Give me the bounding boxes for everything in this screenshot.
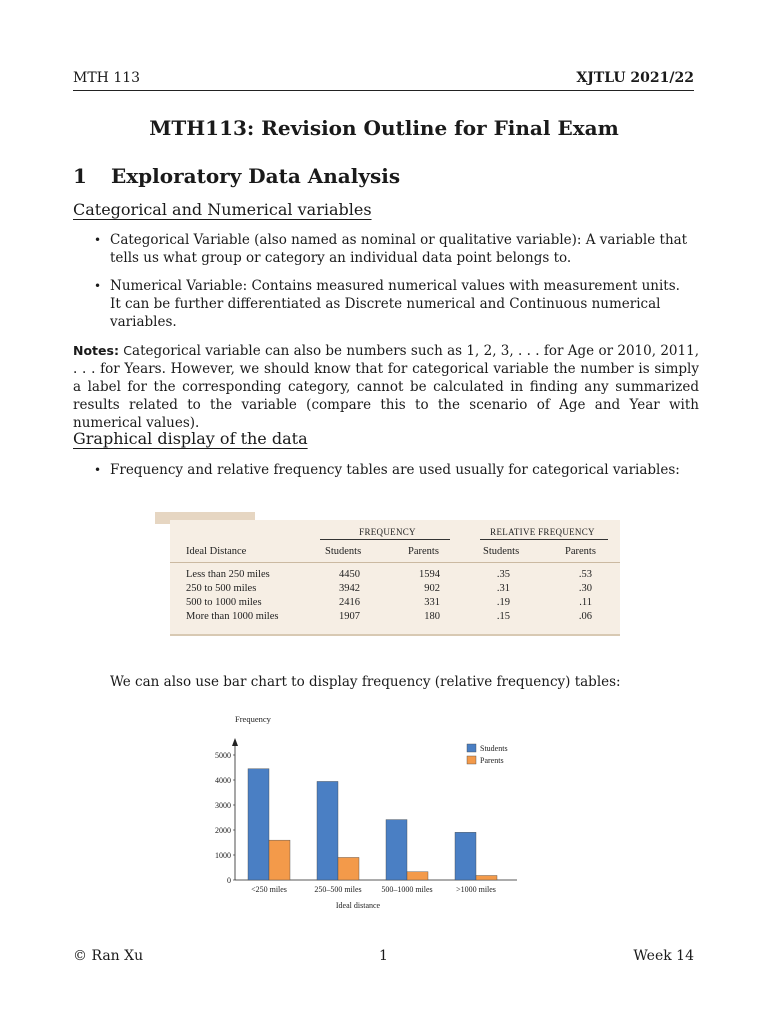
course-code: MTH 113 <box>73 70 141 86</box>
table-cell: .31 <box>496 583 510 594</box>
header-parents-rel: Parents <box>565 546 596 557</box>
notes-label: Notes: <box>73 343 119 358</box>
section-number: 1 <box>73 164 87 188</box>
legend-swatch-students <box>467 744 476 752</box>
document-title: MTH113: Revision Outline for Final Exam <box>149 116 619 140</box>
table-cell: 902 <box>424 583 440 594</box>
rule-frequency <box>320 539 450 540</box>
notes-text: ategorical variable can also be numbers such as 1, 2, 3, . . . for Age or 2010, 2011, . . . for Years. However, we should know that for categorical variable the number is simply a label for the corresponding category, cannot be calculated in finding any summarized results related to the variable (compare this to the scenario of Age and Year with numerical values). <box>73 343 699 431</box>
page-number: 1 <box>379 948 388 964</box>
table-cell: 1907 <box>339 611 360 622</box>
bar-parents-1 <box>338 857 359 880</box>
table-cell: 1594 <box>419 569 440 580</box>
x-tick-label: >1000 miles <box>456 885 496 894</box>
bar-parents-3 <box>476 876 497 881</box>
table-cell: .30 <box>578 583 592 594</box>
variables-bullet-list <box>92 231 692 341</box>
header-ideal-distance: Ideal Distance <box>186 546 247 557</box>
table-row-label: Less than 250 miles <box>186 569 270 580</box>
y-tick-label: 2000 <box>215 826 231 835</box>
bar-students-2 <box>386 820 407 880</box>
x-tick-label: 250–500 miles <box>314 885 362 894</box>
legend-label-parents: Parents <box>480 756 504 765</box>
x-axis-title: Ideal distance <box>335 901 381 910</box>
y-tick-label: 1000 <box>215 851 231 860</box>
section-title: Exploratory Data Analysis <box>111 164 401 188</box>
bar-parents-2 <box>407 872 428 880</box>
table-cell: 180 <box>424 611 440 622</box>
subsection-title-graphical: Graphical display of the data <box>73 429 308 448</box>
header-students-rel: Students <box>483 546 520 557</box>
frequency-table <box>170 520 620 636</box>
bar-students-3 <box>455 832 476 880</box>
x-tick-label: <250 miles <box>251 885 287 894</box>
header-students-freq: Students <box>325 546 362 557</box>
table-row-label: More than 1000 miles <box>186 611 279 622</box>
section-heading <box>73 164 400 188</box>
legend-swatch-parents <box>467 756 476 764</box>
bullet-frequency-tables: • Frequency and relative frequency tables are used usually for categorical variables: <box>92 461 692 479</box>
table-cell: .53 <box>578 569 592 580</box>
notes-first-letter: C <box>123 343 133 358</box>
table-row-label: 250 to 500 miles <box>186 583 257 594</box>
group-header-frequency: FREQUENCY <box>359 527 416 537</box>
table-cell: 2416 <box>339 597 360 608</box>
table-cell: 331 <box>424 597 440 608</box>
header-parents-freq: Parents <box>408 546 439 557</box>
table-cell: 3942 <box>339 583 360 594</box>
table-row-label: 500 to 1000 miles <box>186 597 262 608</box>
footer-author: © Ran Xu <box>73 948 144 964</box>
table-cell: 4450 <box>339 569 360 580</box>
table-cell: .11 <box>579 597 592 608</box>
page-header <box>73 70 694 91</box>
table-cell: .19 <box>496 597 510 608</box>
bar-students-1 <box>317 781 338 880</box>
page-footer <box>73 948 694 968</box>
y-tick-label: 5000 <box>215 751 231 760</box>
bullet-categorical: • Categorical Variable (also named as nominal or qualitative variable): A variable that tells us what group or category an individual data point belongs to. <box>92 231 692 267</box>
y-tick-label: 0 <box>227 876 231 885</box>
notes-paragraph <box>73 342 699 432</box>
bullet-numerical: • Numerical Variable: Contains measured numerical values with measurement units. It can be further differentiated as Discrete numerical and Continuous numerical variables. <box>92 277 692 331</box>
bar-parents-0 <box>269 840 290 880</box>
header-rule <box>170 562 620 563</box>
graphical-bullet-list <box>92 461 692 489</box>
y-axis-arrow <box>232 738 238 746</box>
institution-year: XJTLU 2021/22 <box>576 70 694 86</box>
bar-chart <box>195 708 535 918</box>
rule-relative <box>480 539 608 540</box>
table-cell: .15 <box>496 611 510 622</box>
footer-week: Week 14 <box>633 948 694 964</box>
subsection-title-variables: Categorical and Numerical variables <box>73 200 372 219</box>
y-tick-label: 4000 <box>215 776 231 785</box>
bar-chart-intro: We can also use bar chart to display frequency (relative frequency) tables: <box>110 674 621 690</box>
table-cell: .35 <box>496 569 510 580</box>
x-tick-label: 500–1000 miles <box>381 885 433 894</box>
legend-label-students: Students <box>480 744 508 753</box>
table-cell: .06 <box>578 611 592 622</box>
y-axis-title: Frequency <box>235 714 271 724</box>
y-tick-label: 3000 <box>215 801 231 810</box>
bar-students-0 <box>248 769 269 880</box>
group-header-relative: RELATIVE FREQUENCY <box>490 527 595 537</box>
